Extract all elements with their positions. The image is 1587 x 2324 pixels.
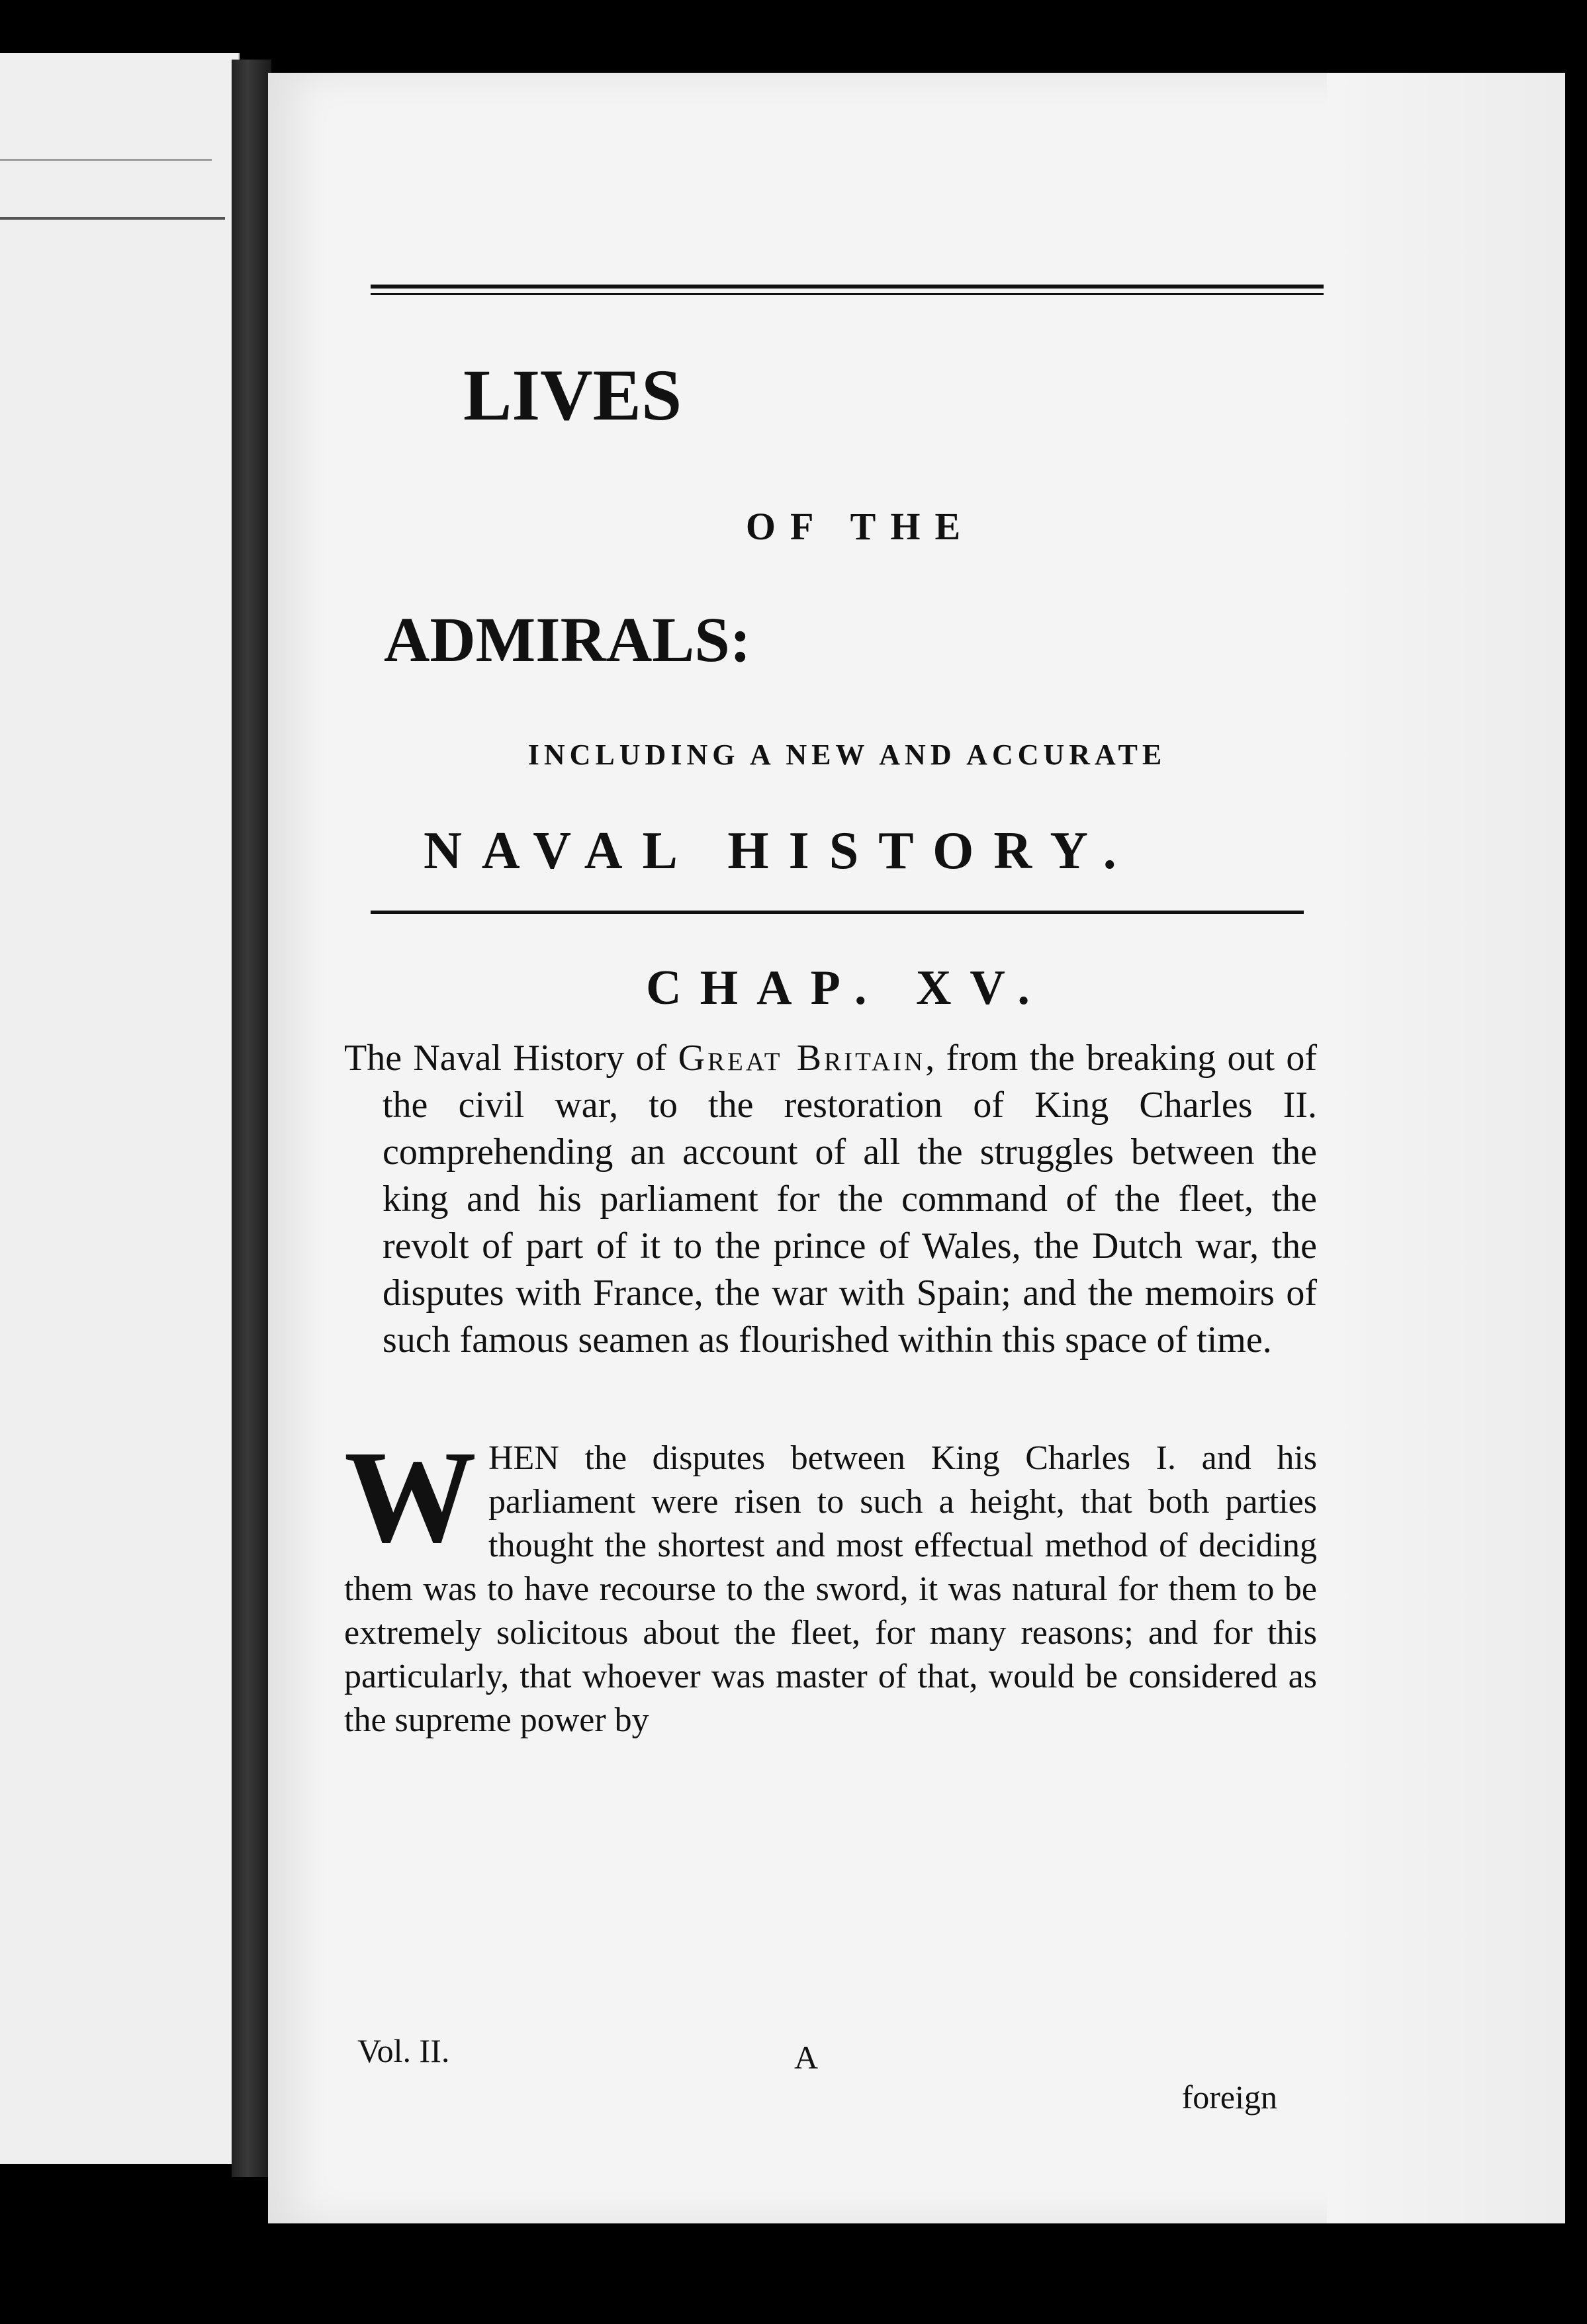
body-text: the disputes between King Charles I. and his parliament were risen to such a height, that both parties thought the shortest and most effectual method of deciding them was to have recourse to the sword, it was natural for them to be extremely solicitous about the fleet, for many reasons; and for this particularly, that whoever was master of that, would be considered as the supreme power by (344, 1439, 1317, 1739)
left-facing-page (0, 53, 240, 2164)
title-admirals: ADMIRALS: (384, 604, 751, 675)
page-edge-shade (1327, 73, 1565, 2223)
volume-label: Vol. II. (357, 2032, 450, 2069)
title-of-the: OF THE (745, 505, 975, 548)
left-page-rule (0, 159, 212, 161)
page-footer (357, 2032, 1284, 2118)
signature-mark: A (794, 2039, 819, 2076)
top-double-rule (371, 285, 1324, 299)
body-paragraph (344, 1424, 1317, 1742)
chapter-heading: CHAP. XV. (646, 961, 1048, 1015)
chapter-summary (344, 1035, 1317, 1364)
title-lives: LIVES (463, 355, 682, 435)
binding-gutter (232, 60, 271, 2177)
summary-text-start: The Naval History of (344, 1038, 678, 1079)
first-word-rest: HEN (488, 1439, 559, 1477)
catchword: foreign (1181, 2078, 1277, 2116)
drop-cap: W (344, 1424, 476, 1570)
summary-small-caps: Great Britain (678, 1038, 926, 1079)
subtitle-including: INCLUDING A NEW AND ACCURATE (527, 738, 1167, 771)
page-content (344, 285, 1324, 1742)
subtitle-naval-history: NAVAL HISTORY. (424, 822, 1136, 880)
left-page-rule-heavy (0, 217, 225, 220)
summary-text-end: , from the breaking out of the civil war, to the restoration of King Charles II. comprehending an account of all the struggles between the king and his parliament for the command of the fleet, the revolt of part of it to the prince of Wales, the Dutch war, the disputes with France, the war with Spain; and the memoirs of such famous seamen as flourished within this space of time. (383, 1038, 1318, 1361)
section-rule (371, 911, 1304, 914)
